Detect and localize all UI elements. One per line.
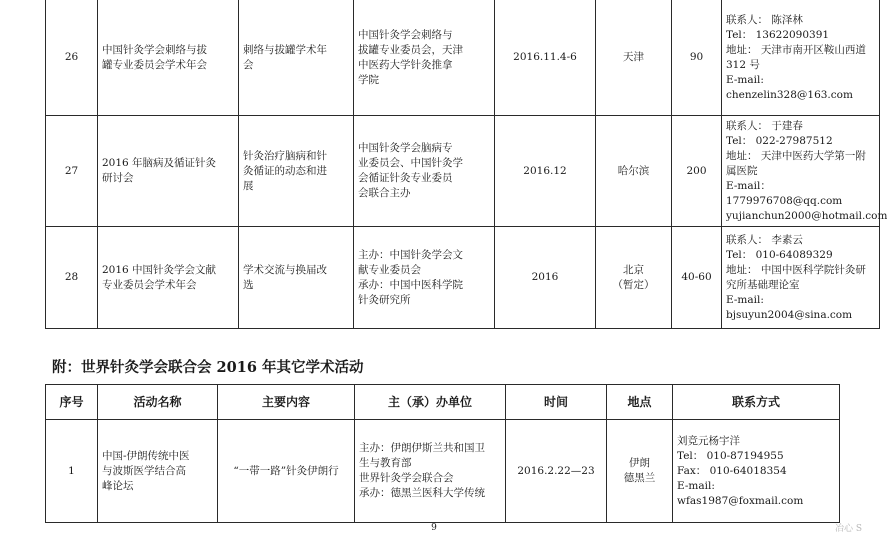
cell-line: 地址： 中国中医科学院针灸研 [726,263,866,276]
row-number: 28 [46,227,98,329]
cell-line: Fax： 010-64018354 [677,464,787,477]
place [596,227,672,329]
cell-line: Tel： 13622090391 [726,28,830,41]
cell-line: 生与教育部 [359,457,412,469]
cell-line: 世界针灸学会联合会 [359,472,454,484]
cell-line: 针灸治疗脑病和针 [243,149,327,162]
cell-line: 选 [243,278,254,291]
cell-line: 北京 [623,263,644,276]
cell-line: 2016 年脑病及循证针灸 [102,157,217,169]
contact-info [722,116,887,227]
cell-line: 中国-伊朗传统中医 [102,449,190,462]
cell-line: 天津 [623,51,644,63]
cell-line: 地址： 天津市南开区鞍山西道 [726,43,866,56]
row-number: 27 [46,116,98,227]
scale: 90 [672,0,722,116]
cell-line: 312 号 [726,58,760,71]
cell-line: Tel： 022-27987512 [726,134,833,147]
place [596,0,672,116]
cell-line: 专业委员会学术年会 [102,278,197,291]
scale: 40-60 [672,227,722,329]
header-place: 地点 [607,385,673,420]
table-row [46,116,880,227]
organizer [354,0,495,116]
cell-line: E-mail: wfas1987@foxmail.com [677,479,804,507]
cell-line: E-mail: bjsuyun2004@sina.com [726,293,853,321]
cell-line: 献专业委员会 [358,263,421,276]
main-content [239,0,354,116]
cell-line: 地址： 天津中医药大学第一附 [726,149,866,162]
appendix-header-row [46,385,840,420]
header-no: 序号 [46,385,98,420]
cell-line: E-mail： 1779976708@qq.com [726,179,843,207]
activity-name [98,0,239,116]
contact-info [673,420,840,523]
organizer [355,420,506,523]
cell-line: 承办：中国中医科学院 [358,278,463,291]
cell-line: 罐专业委员会学术年会 [102,58,207,71]
main-content: “一带一路”针灸伊朗行 [218,420,355,523]
cell-line: Tel： 010-64089329 [726,248,833,261]
cell-line: 灸循证的动态和进 [243,164,327,177]
table-row [46,420,840,523]
appendix-title: 附：世界针灸学会联合会 2016 年其它学术活动 [52,359,364,376]
cell-line: 会 [243,58,254,71]
activity-name [98,116,239,227]
main-content [239,116,354,227]
cell-line: 中国针灸学会脑病专 [358,142,453,154]
cell-line: 针灸研究所 [358,293,411,306]
cell-line: 主办：伊朗伊斯兰共和国卫 [359,442,485,454]
cell-line: 研讨会 [102,172,134,184]
cell-line: 中国针灸学会刺络与 [358,28,453,41]
table-row [46,227,880,329]
cell-line: 中国针灸学会刺络与拔 [102,43,207,56]
cell-line: 展 [243,179,254,192]
activities-table [45,0,887,329]
cell-line: 联系人： 陈泽林 [726,13,803,26]
watermark: 冶心 S [834,524,862,534]
cell-line: 会循证针灸专业委员 [358,172,453,184]
cell-line: （暂定） [612,278,655,291]
cell-line: 与波斯医学结合高 [102,464,186,477]
cell-line: 承办：德黑兰医科大学传统 [359,487,485,499]
table-row [46,0,880,116]
main-content [239,227,354,329]
place [607,420,673,523]
cell-line: 业委员会、中国针灸学 [358,157,463,169]
contact-info [722,227,880,329]
cell-line: 拔罐专业委员会，天津 [358,43,463,56]
cell-line: 学术交流与换届改 [243,263,327,276]
cell-line: Tel： 010-87194955 [677,449,784,462]
cell-line: 峰论坛 [102,479,134,492]
cell-line: 哈尔滨 [617,164,650,177]
scale: 200 [672,116,722,227]
cell-line: E-mail: chenzelin328@163.com [726,73,853,101]
organizer [354,227,495,329]
time: 2016.2.22—23 [506,420,607,523]
activity-name [98,420,218,523]
row-number: 1 [46,420,98,523]
contact-info [722,0,880,116]
header-time: 时间 [506,385,607,420]
time: 2016.11.4-6 [495,0,596,116]
cell-line: 2016 中国针灸学会文献 [102,263,217,276]
time: 2016.12 [495,116,596,227]
cell-line: 伊朗 [629,457,650,469]
activity-name [98,227,239,329]
cell-line: 联系人： 李素云 [726,233,803,246]
cell-line: 学院 [358,73,379,86]
header-name: 活动名称 [98,385,218,420]
cell-line: 联系人： 于建春 [726,119,803,132]
row-number: 26 [46,0,98,116]
header-org: 主（承）办单位 [355,385,506,420]
cell-line: 会联合主办 [358,187,411,199]
header-content: 主要内容 [218,385,355,420]
cell-line: 刺络与拔罐学术年 [243,43,327,56]
time: 2016 [495,227,596,329]
cell-line: 究所基础理论室 [726,278,800,291]
page-number: 9 [431,523,437,533]
cell-line: 主办：中国针灸学会文 [358,248,463,261]
header-contact: 联系方式 [673,385,840,420]
cell-line: 中医药大学针灸推拿 [358,58,453,71]
cell-line: 刘竞元杨宇洋 [677,434,740,447]
cell-line: 德黑兰 [623,472,656,484]
appendix-table [45,384,840,523]
place [596,116,672,227]
cell-line: 属医院 [726,164,758,177]
organizer [354,116,495,227]
cell-line: yujianchun2000@hotmail.com [726,209,887,222]
